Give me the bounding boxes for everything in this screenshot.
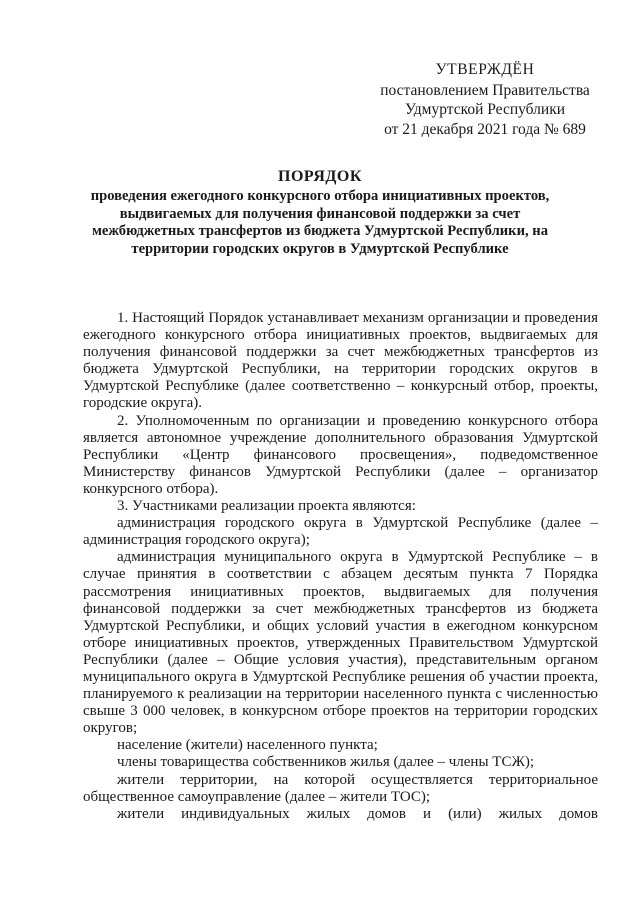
participant-item: члены товарищества собственников жилья (далее – члены ТСЖ); — [117, 754, 535, 771]
approval-line: Удмуртской Республики — [404, 101, 566, 118]
document-body — [83, 310, 598, 823]
paragraph-2: 2. Уполномоченным по организации и проведению конкурсного отбора является автономное учреждение дополнительного образования Удмуртской Республики «Центр финансового просвещения», подведомственное Министерству финансов Удмуртской Республики (далее – организатор конкурсного отбора). — [83, 412, 598, 497]
title-subtitle: проведения ежегодного конкурсного отбора инициативных проектов, выдвигаемых для получения финансовой поддержки за счет межбюджетных трансфертов из бюджета Удмуртской Республики, на территории городских округов в Удмуртской Республике — [90, 188, 550, 257]
approval-date-number: от 21 декабря 2021 года № 689 — [384, 120, 586, 138]
participant-item: администрация городского округа в Удмуртской Республике (далее – администрация городского округа); — [83, 515, 598, 549]
title-main: ПОРЯДОК — [278, 168, 362, 185]
participant-item: население (жители) населенного пункта; — [117, 737, 378, 754]
approval-line: постановлением Правительства — [380, 81, 590, 99]
participant-item: администрация муниципального округа в Удмуртской Республике – в случае принятия в соответствии с абзацем десятым пункта 7 Порядка рассмотрения инициативных проектов, выдвигаемых для получения финансовой поддержки за счет межбюджетных трансфертов из бюджета Удмуртской Республики, и общих условий участия в ежегодном конкурсном отборе инициативных проектов, утвержденных Правительством Удмуртской Республики (далее – Общие условия участия), представительным органом муниципального округа в Удмуртской Республике решения об участии проекта, планируемого к реализации на территории населенного пункта с численностью свыше 3 000 человек, в конкурсном отборе проектов на территории городских округов; — [83, 549, 598, 737]
approval-stamp — [360, 60, 610, 139]
paragraph-3: 3. Участниками реализации проекта являются: — [117, 498, 416, 515]
document-title — [70, 167, 570, 258]
participant-item: жители территории, на которой осуществляется территориальное общественное самоуправление (далее – жители ТОС); — [83, 771, 598, 805]
participant-item-truncated: жители индивидуальных жилых домов и (или) жилых домов — [117, 805, 598, 822]
paragraph-1: 1. Настоящий Порядок устанавливает механизм организации и проведения ежегодного конкурсного отбора инициативных проектов, выдвигаемых для получения финансовой поддержки за счет межбюджетных трансфертов из бюджета Удмуртской Республики, на территории городских округов в Удмуртской Республике (далее соответственно – конкурсный отбор, проекты, городские округа). — [83, 310, 598, 412]
approval-heading: УТВЕРЖДЁН — [435, 61, 535, 78]
